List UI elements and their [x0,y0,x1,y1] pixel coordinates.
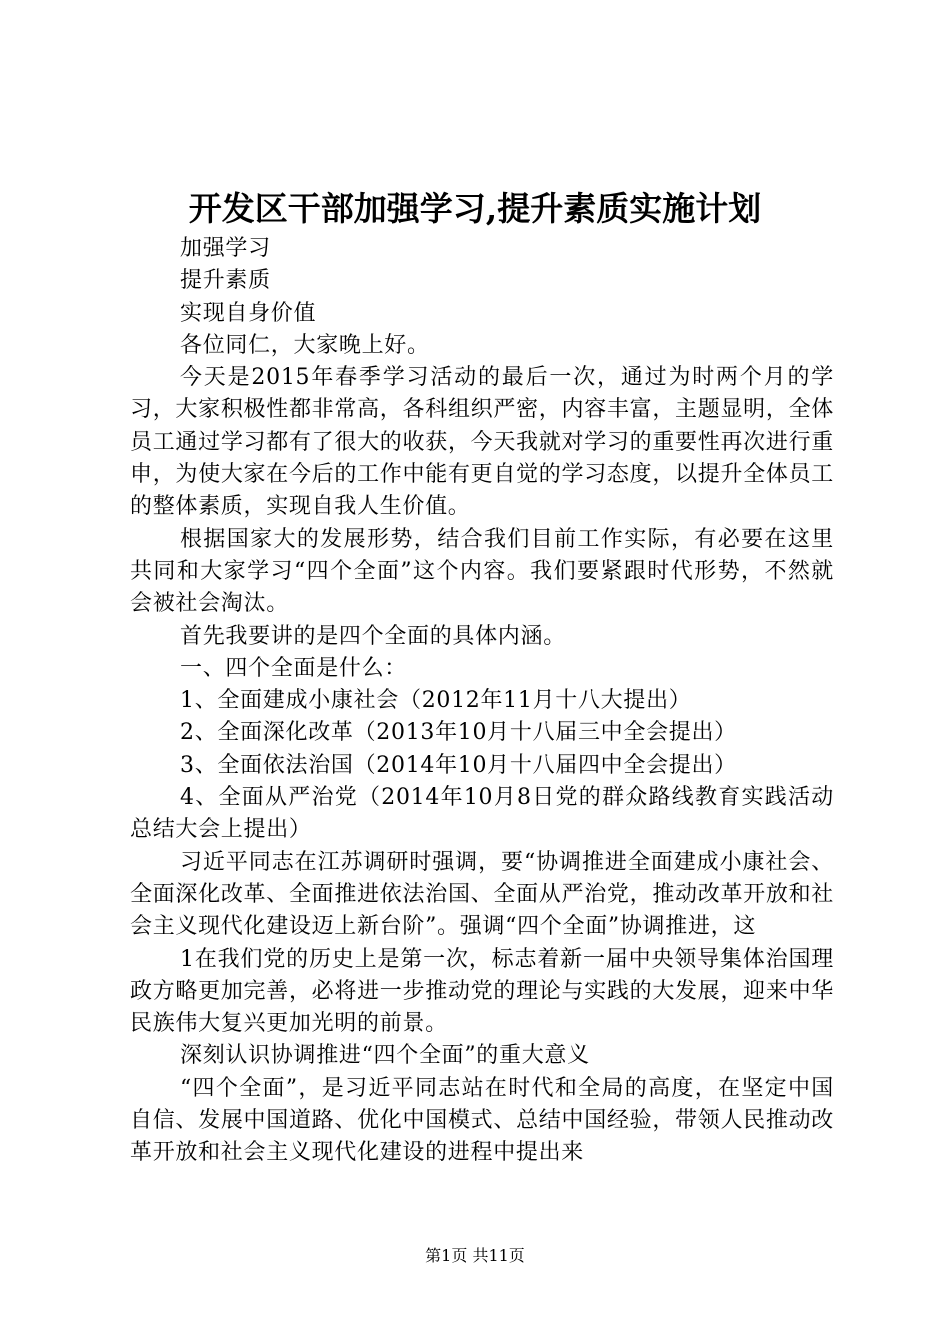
paragraph: 3、全面依法治国（2014年10月十八届四中全会提出） [180,752,737,778]
paragraph: 今天是2015年春季学习活动的最后一次，通过为时两个月的学习，大家积极性都非常高，各科组织严密，内容丰富，主题显明，全体员工通过学习都有了很大的收获，今天我就对学习的重要性再次进行重申，为使大家在今后的工作中能有更自觉的学习态度，以提升全体员工的整体素质，实现自我人生价值。 [130,365,834,520]
paragraph: 2、全面深化改革（2013年10月十八届三中全会提出） [180,720,737,746]
document-body [130,233,834,1170]
paragraph: 加强学习 [180,236,271,261]
paragraph: 首先我要讲的是四个全面的具体内涵。 [180,623,566,649]
page-number: 第1页 共11页 [425,1246,525,1265]
paragraph: 4、全面从严治党（2014年10月8日党的群众路线教育实践活动总结大会上提出） [130,785,834,843]
document-title: 开发区干部加强学习,提升素质实施计划 [188,189,762,228]
paragraph: 深刻认识协调推进“四个全面”的重大意义 [180,1043,590,1069]
paragraph: 习近平同志在江苏调研时强调，要“协调推进全面建成小康社会、全面深化改革、全面推进依法治国、全面从严治党，推动改革开放和社会主义现代化建设迈上新台阶”。强调“四个全面”协调推进，这 [130,849,834,940]
paragraph: 1在我们党的历史上是第一次，标志着新一届中央领导集体治国理政方略更加完善，必将进一步推动党的理论与实践的大发展，迎来中华民族伟大复兴更加光明的前景。 [130,946,834,1037]
paragraph: 一、四个全面是什么： [180,655,408,681]
paragraph: 1、全面建成小康社会（2012年11月十八大提出） [180,688,692,714]
paragraph: 实现自身价值 [180,300,317,326]
paragraph: 根据国家大的发展形势，结合我们目前工作实际，有必要在这里共同和大家学习“四个全面”这个内容。我们要紧跟时代形势，不然就会被社会淘汰。 [130,526,834,617]
paragraph: 各位同仁，大家晚上好。 [180,332,430,358]
paragraph: “四个全面”，是习近平同志站在时代和全局的高度，在坚定中国自信、发展中国道路、优化中国模式、总结中国经验，带领人民推动改革开放和社会主义现代化建设的进程中提出来 [130,1075,834,1166]
paragraph: 提升素质 [180,268,271,294]
